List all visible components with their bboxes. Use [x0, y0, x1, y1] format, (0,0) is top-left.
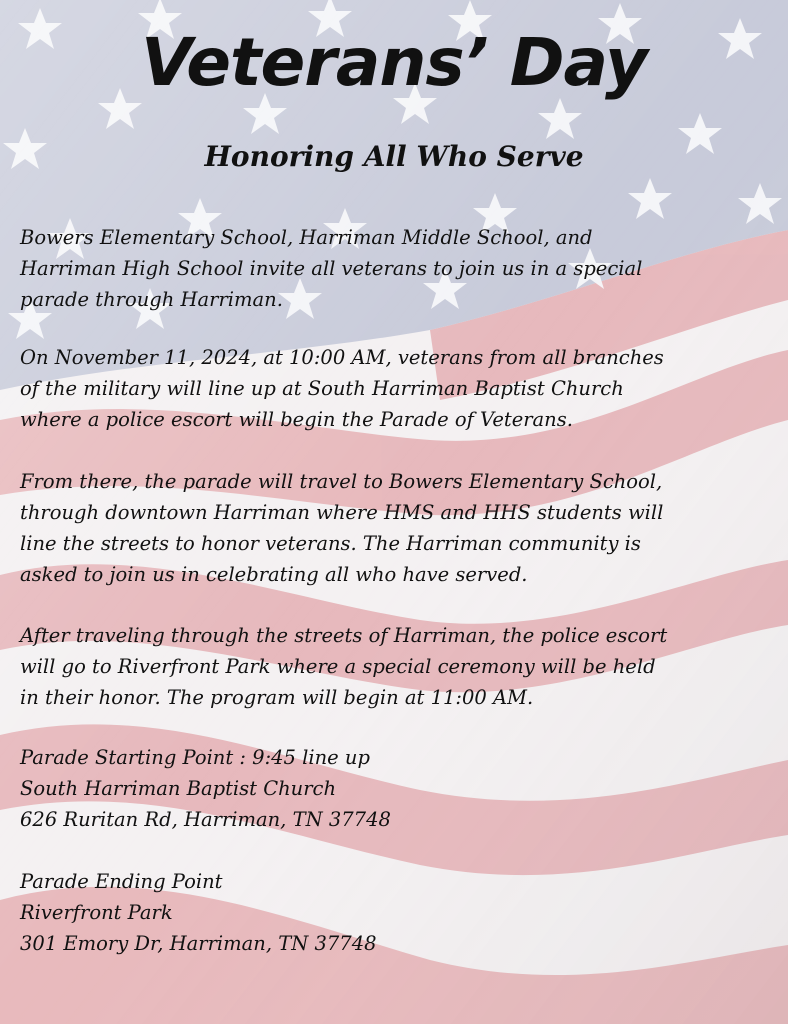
text-line: Bowers Elementary School, Harriman Middle School, and [20, 226, 593, 249]
text-line: Riverfront Park [20, 901, 173, 924]
text-line: Harriman High School invite all veterans to join us in a special [20, 257, 643, 280]
flyer-title: Veterans’ Day [140, 24, 648, 101]
text-line: of the military will line up at South Harriman Baptist Church [20, 377, 624, 400]
flyer-subtitle: Honoring All Who Serve [204, 140, 584, 173]
paragraph-lineup [20, 342, 780, 435]
text-line: will go to Riverfront Park where a special ceremony will be held [20, 655, 656, 678]
parade-starting-point [20, 742, 780, 835]
paragraph-ceremony [20, 620, 780, 713]
text-line: asked to join us in celebrating all who have served. [20, 563, 528, 586]
text-line: 301 Emory Dr, Harriman, TN 37748 [20, 932, 377, 955]
text-line: Parade Starting Point : 9:45 line up [20, 746, 370, 769]
text-line: From there, the parade will travel to Bowers Elementary School, [20, 470, 663, 493]
text-line: in their honor. The program will begin at 11:00 AM. [20, 686, 534, 709]
paragraph-route [20, 466, 780, 590]
text-line: South Harriman Baptist Church [20, 777, 337, 800]
text-line: On November 11, 2024, at 10:00 AM, veterans from all branches [20, 346, 664, 369]
text-line: line the streets to honor veterans. The Harriman community is [20, 532, 641, 555]
paragraph-invitation [20, 222, 780, 315]
parade-ending-point [20, 866, 780, 959]
text-line: parade through Harriman. [20, 288, 283, 311]
text-line: Parade Ending Point [20, 870, 223, 893]
text-line: where a police escort will begin the Parade of Veterans. [20, 408, 573, 431]
text-line: After traveling through the streets of Harriman, the police escort [20, 624, 668, 647]
text-line: 626 Ruritan Rd, Harriman, TN 37748 [20, 808, 391, 831]
text-line: through downtown Harriman where HMS and HHS students will [20, 501, 664, 524]
